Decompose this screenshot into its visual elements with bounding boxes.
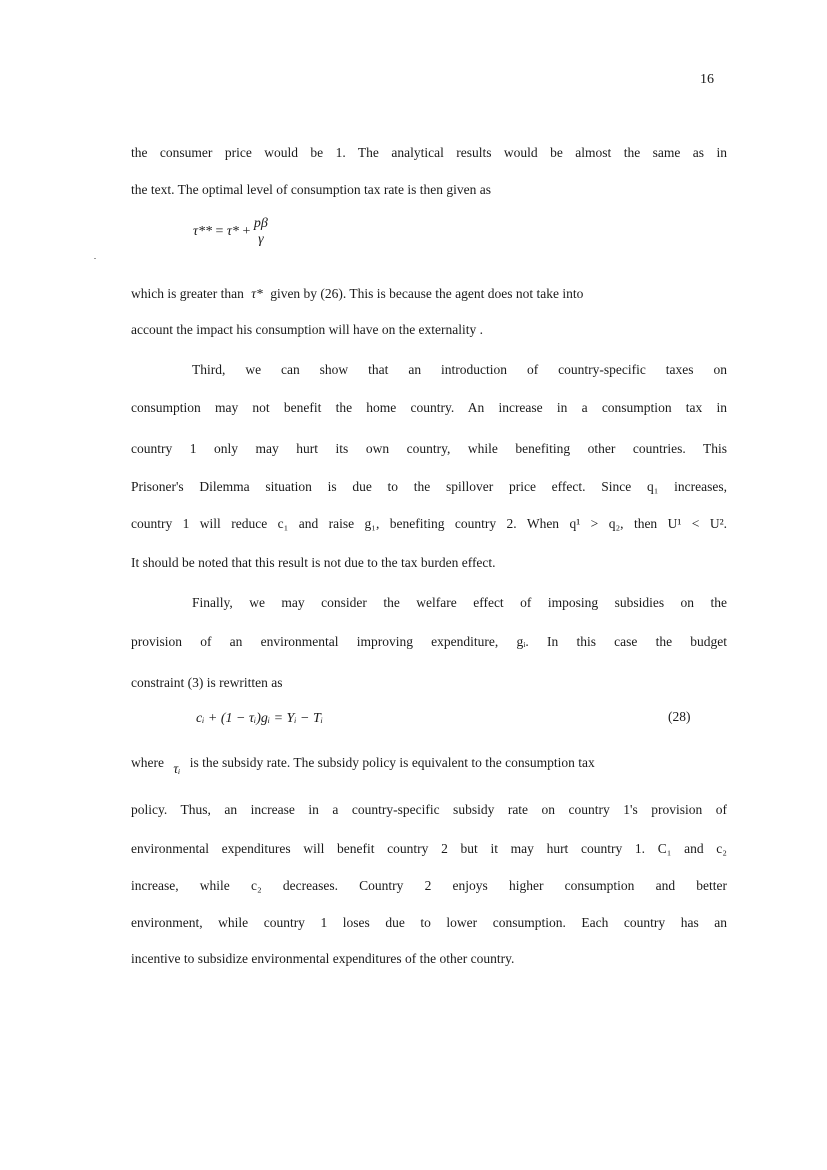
- text-line: It should be noted that this result is not due to the tax burden effect.: [131, 555, 496, 570]
- text-line: account the impact his consumption will have on the externality .: [131, 322, 484, 337]
- subsidy-symbol: τᵢ: [173, 761, 181, 776]
- text-line: environmental expenditures will benefit country 2 but it may hurt country 1. C₁ and c₂: [131, 841, 727, 856]
- equation-budget-constraint: cᵢ + (1 − τᵢ)gᵢ = Yᵢ − Tᵢ: [196, 711, 323, 726]
- eq-plus: +: [238, 224, 254, 240]
- eq-fraction: [254, 216, 268, 248]
- text-fragment: where: [131, 755, 164, 770]
- eq-equals: =: [212, 224, 227, 240]
- text-line: the text. The optimal level of consumption tax rate is then given as: [131, 182, 492, 197]
- text-line: Third, we can show that an introduction of country-specific taxes on: [192, 362, 727, 377]
- text-line: country 1 will reduce c₁ and raise g₁, benefiting country 2. When q¹ > q₂, then U¹ < U².: [131, 516, 727, 531]
- text-line: environment, while country 1 loses due to lower consumption. Each country has an: [131, 915, 727, 930]
- equation-number: (28): [668, 709, 691, 724]
- text-line: the consumer price would be 1. The analytical results would be almost the same as in: [131, 145, 727, 160]
- text-line: increase, while c₂ decreases. Country 2 enjoys higher consumption and better: [131, 878, 727, 893]
- eq-term: τ*: [226, 224, 239, 240]
- equation-optimal-tax: [193, 216, 268, 248]
- eq-lhs: τ**: [193, 224, 213, 240]
- text-line: [131, 754, 727, 776]
- text-fragment: given by (26). This is because the agent does not take into: [270, 286, 584, 301]
- text-fragment: which is greater than: [131, 286, 244, 301]
- text-line: policy. Thus, an increase in a country-specific subsidy rate on country 1's provision of: [131, 802, 727, 817]
- text-line: [131, 285, 727, 303]
- text-line: incentive to subsidize environmental expenditures of the other country.: [131, 951, 515, 966]
- text-line: Prisoner's Dilemma situation is due to the spillover price effect. Since q₁ increases,: [131, 479, 727, 494]
- text-line: Finally, we may consider the welfare effect of imposing subsidies on the: [192, 595, 727, 610]
- text-line: constraint (3) is rewritten as: [131, 675, 283, 690]
- text-line: country 1 only may hurt its own country, while benefiting other countries. This: [131, 441, 727, 456]
- text-line: provision of an environmental improving expenditure, gᵢ. In this case the budget: [131, 634, 727, 649]
- text-line: consumption may not benefit the home country. An increase in a consumption tax in: [131, 400, 727, 415]
- margin-mark: [94, 258, 96, 259]
- page-number: 16: [700, 72, 714, 87]
- eq-numerator: pβ: [253, 216, 268, 231]
- eq-denominator: γ: [258, 232, 264, 247]
- text-fragment: is the subsidy rate. The subsidy policy is equivalent to the consumption tax: [189, 755, 595, 770]
- inline-tau: τ*: [251, 286, 263, 301]
